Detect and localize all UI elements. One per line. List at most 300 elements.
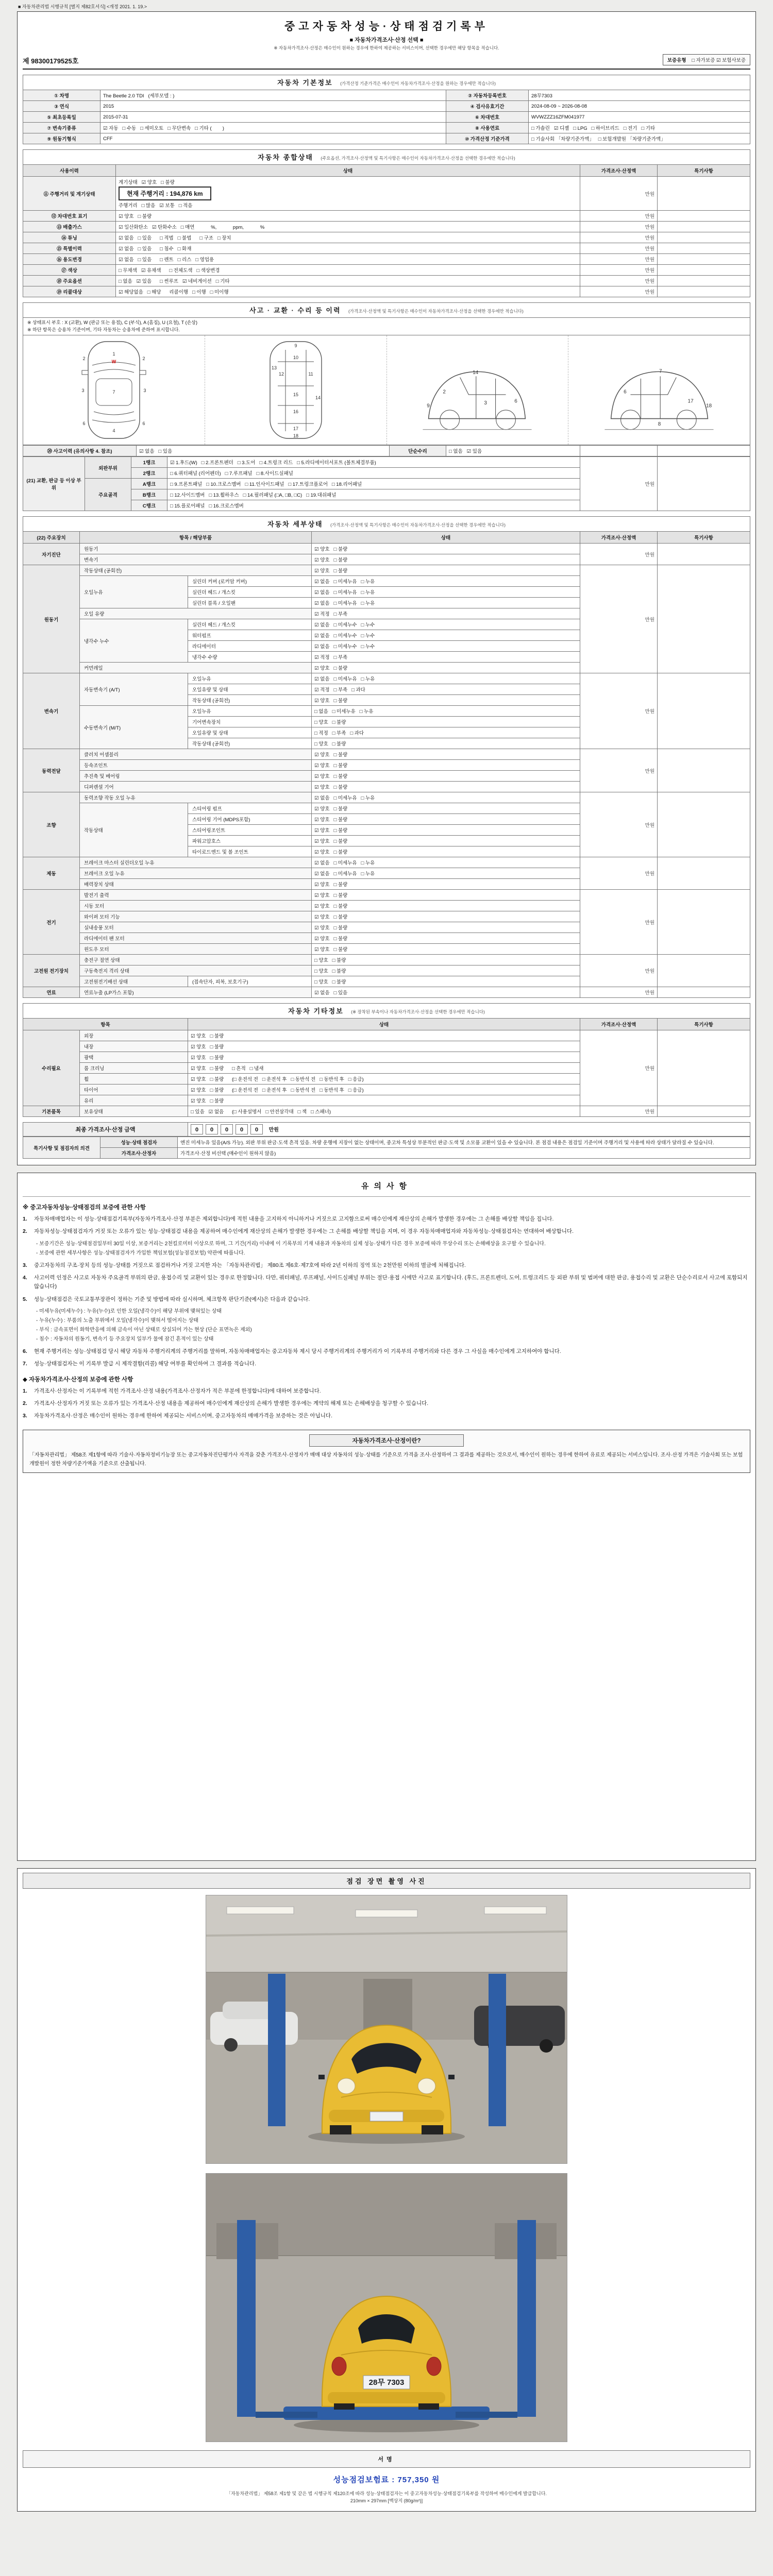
section-basic-title: 자동차 기본정보 [277, 79, 333, 87]
device-state: ☑ 없음 □ 미세누수 □ 누수 [312, 641, 580, 652]
usage-item-state [116, 222, 580, 232]
device-state: ☑ 양호 □ 불량 [312, 544, 580, 554]
svg-text:9: 9 [427, 403, 430, 409]
notice-item-text: 자동차매매업자는 이 성능·상태점검기록부(자동차가격조사·산정 부분은 제외합니다)에 적힌 내용을 고지하지 아니하거나 거짓으로 고지함으로써 매수인에게 재산상의 손해가 발생한 경우에는 그 손해를 배상할 책임을 집니다. [34, 1216, 554, 1222]
note-cell [658, 457, 750, 511]
svg-text:13: 13 [271, 365, 277, 370]
notice-sub-item: - 침수 : 자동차의 원동기, 변속기 등 주요장치 일부가 물에 잠긴 흔적이 있는 상태 [36, 1336, 214, 1342]
notice-item-number: 2. [23, 1228, 27, 1235]
price-cell: 만원 [580, 457, 658, 511]
device-state: ☑ 양호 □ 불량 [312, 803, 580, 814]
etc-info-row [23, 1106, 750, 1117]
overall-status-row [23, 243, 750, 254]
note-cell [658, 265, 750, 276]
device-item-label: 작동상태 (공회전) [80, 565, 312, 576]
rank-label: A랭크 [131, 479, 167, 489]
device-item-label: 작동상태 [80, 803, 188, 857]
svg-text:14: 14 [315, 395, 321, 400]
svg-text:3: 3 [484, 400, 488, 406]
device-group-label: 변속기 [23, 673, 80, 749]
device-subitem-label: 오일유량 및 상태 [188, 727, 312, 738]
price-digit-box: 0 [191, 1124, 203, 1134]
car-rear-side-panel [568, 335, 750, 445]
svg-text:7: 7 [112, 389, 115, 395]
state-line: ☑ 일산화탄소 ☑ 탄화수소 □ 매연 %, ppm, % [119, 225, 265, 230]
svg-text:9: 9 [294, 343, 297, 348]
device-state: ☑ 적정 □ 부족 [312, 608, 580, 619]
footer-line1: 「자동차관리법」 제58조 제1항 및 같은 법 시행규칙 제120조에 따라 성능·상태점검자는 이 중고자동차성능·상태점검기록부를 작성하여 매수인에게 발급합니다. [226, 2491, 547, 2496]
field-value: The Beetle 2.0 TDI (세부모델 : ) [100, 90, 446, 101]
section-etc-title: 자동차 기타정보 [288, 1007, 344, 1015]
device-item-label: 브레이크 마스터 실린더오일 누유 [80, 857, 312, 868]
notice-item-text: 중고자동차의 구조·장치 등의 성능·상태를 거짓으로 점검하거나 거짓 고지한 자는 「자동차관리법」 제80조 제6호·제7호에 따라 2년 이하의 징역 또는 2천만원 이하의 벌금에 처해집니다. [34, 1262, 466, 1268]
device-state: ☑ 양호 □ 불량 [312, 890, 580, 901]
state-line: 계기상태 ☑ 양호 □ 불량 [119, 180, 175, 185]
field-label: ⑩ 가격산정 기준가격 [446, 133, 529, 144]
device-state: ☑ 없음 □ 미세누유 □ 누유 [312, 576, 580, 587]
device-item-label: 브레이크 오일 누유 [80, 868, 312, 879]
device-subitem-label: 작동상태 (공회전) [188, 695, 312, 706]
info-box-title: 자동차가격조사·산정이란? [309, 1434, 464, 1447]
price-cell: 만원 [580, 955, 658, 987]
device-subitem-label: 스티어링 펌프 [188, 803, 312, 814]
price-cell: 만원 [580, 177, 658, 211]
state-line: □ 없음 ☑ 있음 □ 썬루프 ☑ 네비게이션 □ 기타 [119, 279, 230, 284]
field-label: ⑤ 최초등록일 [23, 112, 100, 123]
col-remarks: 특기사항 [658, 165, 750, 177]
etc-item-state: □ 있음 ☑ 없음 (□ 사용설명서 □ 안전삼각대 □ 잭 □ 스패너) [188, 1106, 580, 1117]
detail-status-row [23, 749, 750, 760]
svg-text:6: 6 [624, 389, 627, 395]
etc-group-label: 기본품목 [23, 1106, 80, 1117]
price-survey-info-box [23, 1430, 750, 1473]
device-subitem-label: 냉각수 수량 [188, 652, 312, 663]
device-state: ☑ 양호 □ 불량 [312, 771, 580, 782]
col-etc-remarks: 특기사항 [658, 1019, 750, 1030]
accident-history-table [23, 445, 750, 456]
svg-text:3: 3 [81, 388, 85, 393]
note-cell [658, 544, 750, 565]
section-etc-note: (※ 장착된 부속이나 자동차가격조사·산정을 선택한 경우에만 적습니다) [351, 1009, 485, 1014]
etc-item-state: ☑ 양호 □ 불량 [188, 1041, 580, 1052]
state-line: 주행거리 □ 많음 ☑ 보통 □ 적음 [119, 203, 193, 209]
footer-notes [23, 2490, 750, 2505]
price-cell: 만원 [580, 286, 658, 297]
svg-text:1: 1 [112, 351, 115, 357]
col-etc-state: 상태 [188, 1019, 580, 1030]
inspection-premium: 성능점검보험료 : 757,350 원 [333, 2476, 440, 2484]
device-state: ☑ 없음 □ 미세누유 □ 누유 [312, 598, 580, 608]
part-items: □ 6.쿼터패널 (리어펜더) □ 7.루프패널 □ 8.사이드실패널 [167, 468, 580, 479]
photo-section-title: 점검 장면 촬영 사진 [23, 1873, 750, 1889]
usage-item-state [116, 177, 580, 211]
opinion-text: 엔진 미세누유 있음(A/S 가능). 외판 부위 판금·도색 흔적 있음. 차량 운행에 지장이 없는 상태이며, 중고차 특성상 부분적인 판금·도색 및 소모품 교환이 있을 수 있습니다. 본 점검 내용은 점검일 기준이며 주행거리 및 사용에 따라 상태가 달라질 수 있습니다. [178, 1137, 750, 1148]
price-cell: 만원 [580, 243, 658, 254]
price-cell: 만원 [580, 565, 658, 673]
basic-info-table [23, 90, 750, 144]
field-value: ☑ 자동 □ 수동 □ 세미오토 □ 무단변속 □ 기타 ( ) [100, 123, 446, 133]
device-subitem-label: 실린더 커버 (로커암 커버) [188, 576, 312, 587]
etc-item-state: ☑ 양호 □ 불량 □ 흔적 □ 냄새 [188, 1063, 580, 1074]
notice-item [23, 1412, 750, 1420]
device-item-label: 수동변속기 (M/T) [80, 706, 188, 749]
svg-text:12: 12 [278, 371, 284, 377]
car-underbody-diagram [252, 338, 340, 442]
device-item-label: 디퍼렌셜 기어 [80, 782, 312, 792]
usage-item-state [116, 276, 580, 286]
section-basic-note: (가격산정 기준가격은 매수인이 자동차가격조사·산정을 원하는 경우에만 적습니다) [340, 81, 496, 86]
notice-item [23, 1347, 750, 1356]
etc-item-label: 광택 [80, 1052, 188, 1063]
final-price-table [23, 1122, 750, 1137]
device-state: ☑ 양호 □ 불량 [312, 695, 580, 706]
device-state: ☑ 없음 □ 미세누유 □ 누유 [312, 868, 580, 879]
device-subitem-label: 스티어링 기어 (MDPS포함) [188, 814, 312, 825]
device-item-label: 변속기 [80, 554, 312, 565]
state-line: ☑ 없음 □ 있음 □ 렌트 □ 리스 □ 영업용 [119, 257, 214, 263]
etc-group-label: 수리필요 [23, 1030, 80, 1106]
notice-sub-item: - 보증에 관한 세부사항은 성능·상태점검자가 가입한 책임보험(성능점검보험) 약관에 따릅니다. [36, 1250, 245, 1256]
device-item-label: 추진축 및 베어링 [80, 771, 312, 782]
usage-item-state [116, 232, 580, 243]
note-cell [658, 955, 750, 987]
col-item-part: 항목 / 해당부품 [80, 532, 312, 544]
note-cell [658, 673, 750, 749]
etc-info-table [23, 1018, 750, 1117]
note-cell [658, 232, 750, 243]
device-item-label: 등속조인트 [80, 760, 312, 771]
device-subitem-label: 실린더 헤드 / 개스킷 [188, 587, 312, 598]
device-state: □ 양호 □ 불량 [312, 717, 580, 727]
notice-item-text: 사고이력 인정은 사고로 자동차 주요골격 부위의 판금, 용접수리 및 교환이 있는 경우로 한정합니다. 다만, 쿼터패널, 루프패널, 사이드실패널 부위는 절단·용접 시에만 사고로 표기합니다. (후드, 프론트펜더, 도어, 트렁크리드 등 외판 부위 및 범퍼에 대한 판금, 용접수리 및 교환은 단순수리로서 사고에 포함되지 않습니다) [34, 1274, 748, 1290]
device-state: ☑ 양호 □ 불량 [312, 933, 580, 944]
usage-item-state [116, 286, 580, 297]
device-state: ☑ 없음 □ 미세누유 □ 누유 [312, 792, 580, 803]
field-label: ⑨ 원동기형식 [23, 133, 100, 144]
signature-row: 서명 [23, 2450, 750, 2468]
notice-item [23, 1360, 750, 1368]
device-state: ☑ 없음 □ 미세누유 □ 누유 [312, 857, 580, 868]
main-sheet [17, 11, 756, 1165]
device-subitem-label: 타이로드엔드 및 볼 조인트 [188, 846, 312, 857]
etc-item-state: ☑ 양호 □ 불량 (□ 운전석 전 □ 운전석 후 □ 동반석 전 □ 동반석 후 □ 응급) [188, 1084, 580, 1095]
document-number: 제 98300179525호 [23, 57, 79, 65]
final-price-value [188, 1123, 750, 1137]
accident-legend [23, 317, 750, 335]
device-group-label: 제동 [23, 857, 80, 890]
notice-item [23, 1261, 750, 1270]
rank-label: 1랭크 [131, 457, 167, 468]
opinion-text: 가격조사·산정 비선택 (매수인이 원하지 않음) [178, 1148, 750, 1159]
svg-text:4: 4 [112, 428, 115, 433]
device-subitem-label: 실린더 헤드 / 개스킷 [188, 619, 312, 630]
law-note: ■ 자동차관리법 시행규칙 [별지 제82호서식] <개정 2021. 1. 19.> [18, 4, 147, 9]
car-underbody-panel [205, 335, 387, 445]
price-cell: 만원 [580, 792, 658, 857]
price-digit-box: 0 [250, 1124, 263, 1134]
device-state: ☑ 양호 □ 불량 [312, 814, 580, 825]
warranty-type-options: □ 자가보증 ☑ 보험사보증 [692, 58, 746, 63]
price-cell: 만원 [580, 222, 658, 232]
section-basic-header [23, 75, 750, 90]
svg-text:16: 16 [293, 409, 298, 414]
device-subitem-label: 기어변속장치 [188, 717, 312, 727]
device-state: ☑ 없음 □ 미세누수 □ 누수 [312, 619, 580, 630]
usage-item-label: ⑫ 차대번호 표기 [23, 211, 116, 222]
opinion-section-label: 특기사항 및 점검자의 의견 [23, 1137, 100, 1159]
device-state: ☑ 양호 □ 불량 [312, 782, 580, 792]
device-group-label: 동력전달 [23, 749, 80, 792]
price-cell: 만원 [580, 265, 658, 276]
svg-text:7: 7 [659, 368, 662, 375]
rank-label: 2랭크 [131, 468, 167, 479]
device-state: ☑ 양호 □ 불량 [312, 760, 580, 771]
price-digit-box: 0 [206, 1124, 218, 1134]
overall-status-table [23, 164, 750, 297]
note-cell [658, 286, 750, 297]
section-etc-header [23, 1003, 750, 1018]
etc-info-row [23, 1030, 750, 1041]
simple-repair-label: 단순수리 [390, 446, 446, 456]
svg-text:6: 6 [142, 421, 145, 426]
svg-text:6: 6 [82, 421, 86, 426]
notice-sub-item: - 보증기간은 성능·상태점검일부터 30일 이상, 보증거리는 2천킬로미터 이상으로 하며, 그 기간(거리) 이내에 이 기록부의 기재 내용과 자동차의 실제 성능·상태가 다른 경우 보증에 따라 무상수리 또는 손해배상을 요구할 수 있습니다. [36, 1241, 546, 1247]
etc-item-label: 외장 [80, 1030, 188, 1041]
usage-item-label: ⑭ 튜닝 [23, 232, 116, 243]
note-cell [658, 1030, 750, 1106]
field-value: 2015 [100, 101, 446, 112]
field-value: CFF [100, 133, 446, 144]
device-subitem-label: 실린더 블록 / 오일팬 [188, 598, 312, 608]
rank-label: B랭크 [131, 489, 167, 500]
col-etc-item: 항목 [23, 1019, 188, 1030]
device-state: ☑ 적정 □ 부족 [312, 652, 580, 663]
notice-section-heading: ◆ 자동차가격조사·산정의 보증에 관한 사항 [23, 1376, 133, 1383]
usage-item-label: ⑮ 특별이력 [23, 243, 116, 254]
col-usage-history: 사용이력 [23, 165, 116, 177]
notice-item [23, 1387, 750, 1396]
state-line: ☑ 없음 □ 있음 □ 적법 □ 불법 □ 구조 □ 장치 [119, 235, 231, 241]
price-digit-box: 0 [221, 1124, 233, 1134]
overall-status-row [23, 286, 750, 297]
overall-status-row [23, 254, 750, 265]
detail-status-row [23, 955, 750, 965]
note-cell [658, 749, 750, 792]
device-state: ☑ 없음 □ 있음 [312, 987, 580, 998]
part-items: □ 15.플로어패널 □ 16.크로스멤버 [167, 500, 580, 511]
basic-info-row [23, 112, 750, 123]
detail-status-row [23, 673, 750, 684]
inspection-photo-rear [206, 2174, 567, 2442]
note-cell [658, 987, 750, 998]
notice-title: 유의사항 [23, 1177, 750, 1197]
device-state: □ 양호 □ 불량 [312, 965, 580, 976]
section-detail-header [23, 516, 750, 531]
part-group-label: 주요골격 [85, 479, 131, 511]
device-state: ☑ 양호 □ 불량 [312, 911, 580, 922]
device-state: ☑ 양호 □ 불량 [312, 749, 580, 760]
note-cell [658, 177, 750, 211]
device-group-label: 자기진단 [23, 544, 80, 565]
notice-item [23, 1274, 750, 1292]
overall-status-row [23, 232, 750, 243]
warranty-type-box [663, 54, 750, 65]
usage-item-label: ⑲ 리콜대상 [23, 286, 116, 297]
note-cell [658, 211, 750, 222]
opinion-row [23, 1137, 750, 1148]
device-item-label: 발전기 출력 [80, 890, 312, 901]
notice-item-number: 1. [23, 1387, 27, 1394]
device-state: ☑ 양호 □ 불량 [312, 554, 580, 565]
device-item-label: 냉각수 누수 [80, 619, 188, 663]
svg-text:2: 2 [82, 356, 86, 361]
overall-status-row [23, 222, 750, 232]
device-group-label: 조향 [23, 792, 80, 857]
accident-legend-line2: ※ 하단 항목은 승용차 기준이며, 기타 자동차는 승용차에 준하여 표시합니다. [27, 327, 180, 332]
usage-item-label: ⑪ 주행거리 및 계기상태 [23, 177, 116, 211]
notice-item-number: 2. [23, 1400, 27, 1406]
device-group-label: 전기 [23, 890, 80, 955]
car-diagrams [23, 335, 750, 445]
svg-text:8: 8 [658, 421, 661, 427]
device-state: ☑ 양호 □ 불량 [312, 901, 580, 911]
field-value: □ 가솔린 ☑ 디젤 □ LPG □ 하이브리드 □ 전기 □ 기타 [529, 123, 750, 133]
svg-text:15: 15 [293, 392, 298, 397]
device-state: □ 양호 □ 불량 [312, 955, 580, 965]
notice-item-number: 7. [23, 1361, 27, 1367]
device-item-label: 라디에이터 팬 모터 [80, 933, 312, 944]
car-top-view-panel [23, 335, 205, 445]
section-accident-title: 사고 · 교환 · 수리 등 이력 [249, 307, 341, 314]
device-state: ☑ 양호 □ 불량 [312, 944, 580, 955]
note-cell [658, 446, 750, 456]
device-state: ☑ 없음 □ 미세누수 □ 누수 [312, 630, 580, 641]
part-items: □ 9.프론트패널 □ 10.크로스멤버 □ 11.인사이드패널 □ 17.트렁크플로어 □ 18.리어패널 [167, 479, 580, 489]
photo-frame-rear [206, 2173, 567, 2442]
device-item-label: 시동 모터 [80, 901, 312, 911]
section-overall-note: (주요옵션, 가격조사·산정액 및 특기사항은 매수인이 자동차가격조사·산정을 선택한 경우에만 적습니다) [321, 156, 515, 161]
col-major-device: (22) 주요장치 [23, 532, 80, 544]
note-cell [658, 857, 750, 890]
section-gap [17, 1165, 756, 1173]
price-cell: 만원 [580, 544, 658, 565]
device-item-label: 클러치 어셈블리 [80, 749, 312, 760]
price-cell: 만원 [580, 1106, 658, 1117]
device-subitem-label: 오일누유 [188, 673, 312, 684]
info-box-text: 「자동차관리법」 제58조 제1항에 따라 기술사·자동차정비기능장 또는 중고자동차진단평가사 자격을 갖춘 가격조사·산정자가 매매 대상 자동차의 성능·상태를 기준으로 가격을 조사·산정하여 그 결과를 제공하는 것으로서, 매수인이 원하는 경우에 한하여 유료로 제공되는 서비스입니다. 조사·산정 가격은 기술사회 또는 보험개발원이 정한 차량기준가액을 기준으로 산출됩니다. [29, 1452, 743, 1467]
price-survey-select-note: ※ 자동차가격조사·산정은 매수인이 원하는 경우에 한하여 제공하는 서비스이며, 선택한 경우에만 해당 항목을 적습니다. [274, 45, 499, 50]
usage-item-label: ⑬ 배출가스 [23, 222, 116, 232]
opinion-author-label: 성능·상태 점검자 [100, 1137, 178, 1148]
field-value: 2015-07-31 [100, 112, 446, 123]
field-label: ⑧ 사용연료 [446, 123, 529, 133]
etc-item-state: ☑ 양호 □ 불량 [188, 1095, 580, 1106]
notice-content [23, 1203, 750, 1420]
etc-item-state: ☑ 양호 □ 불량 [188, 1030, 580, 1041]
device-item-label: 오일 유량 [80, 608, 312, 619]
device-item-label: 와이퍼 모터 기능 [80, 911, 312, 922]
photo-list [23, 1895, 750, 2442]
footer-line2: 210mm × 297mm [백상지 (80g/m²)] [350, 2498, 423, 2504]
usage-item-label: ⑯ 용도변경 [23, 254, 116, 265]
device-state: ☑ 양호 □ 불량 [312, 879, 580, 890]
device-state: ☑ 없음 □ 미세누유 □ 누유 [312, 587, 580, 598]
device-item-label: 윈도우 모터 [80, 944, 312, 955]
exchange-repair-row [23, 457, 750, 468]
etc-item-label: 휠 [80, 1074, 188, 1084]
device-item-label: 구동축전지 격리 상태 [80, 965, 312, 976]
device-group-label: 고전원 전기장치 [23, 955, 80, 987]
svg-text:3: 3 [143, 388, 146, 393]
field-value: □ 기술사회 「차량기준가액」 □ 보험개발원 「차량기준가액」 [529, 133, 750, 144]
usage-item-state [116, 243, 580, 254]
usage-item-state [116, 254, 580, 265]
notice-item-text: 성능·상태점검자는 이 기록부 발급 시 제작결함(리콜) 해당 여부를 확인하여 그 결과를 적습니다. [34, 1361, 256, 1367]
notice-item [23, 1215, 750, 1224]
device-subitem-label: 라디에이터 [188, 641, 312, 652]
note-cell [658, 243, 750, 254]
part-items: ☑ 1.후드(W) □ 2.프론트펜더 □ 3.도어 □ 4.트렁크 리드 □ 5.라디에이터서포트 (볼트체결부품) [167, 457, 580, 468]
svg-text:18: 18 [706, 403, 712, 409]
device-item-label: 원동기 [80, 544, 312, 554]
note-cell [658, 890, 750, 955]
notice-item-number: 4. [23, 1274, 27, 1281]
device-state: □ 양호 □ 불량 [312, 738, 580, 749]
price-survey-select-label: ■ 자동차가격조사·산정 선택 ■ [349, 37, 424, 43]
notice-item-number: 3. [23, 1413, 27, 1419]
accident-legend-line1: ※ 상태표시 부호 : X (교환), W (판금 또는 용접), C (부식), A (흠집), U (요철), T (손상) [27, 320, 197, 325]
usage-item-label: ⑰ 색상 [23, 265, 116, 276]
section-overall-header [23, 149, 750, 164]
document-page [17, 0, 756, 2512]
car-front-side-diagram [418, 338, 536, 442]
price-cell: 만원 [580, 276, 658, 286]
col-state: 상태 [116, 165, 580, 177]
part-items: □ 12.사이드멤버 □ 13.휠하우스 □ 14.필러패널 (□A, □B, □C) □ 19.대쉬패널 [167, 489, 580, 500]
device-group-label: 연료 [23, 987, 80, 998]
note-cell [658, 792, 750, 857]
exchange-repair-table [23, 456, 750, 511]
notice-item-text: 가격조사·산정자가 거짓 또는 오류가 있는 가격조사·산정 내용을 제공하여 매수인에게 재산상의 손해가 발생한 경우에는 계약의 해제 또는 손해배상을 청구할 수 있습니다. [34, 1400, 429, 1406]
field-label: ③ 연식 [23, 101, 100, 112]
notice-sub-item: - 미세누유(미세누수) : 누유(누수)로 인한 오일(냉각수)이 해당 부위에 맺혀있는 상태 [36, 1308, 222, 1314]
state-line: ☑ 양호 □ 불량 [119, 214, 152, 219]
svg-text:2: 2 [443, 389, 446, 395]
inspection-photo-front [206, 1895, 567, 2163]
usage-item-state [116, 211, 580, 222]
section-overall-title: 자동차 종합상태 [258, 154, 313, 161]
car-rear-side-diagram [600, 338, 718, 442]
overall-status-row [23, 265, 750, 276]
svg-text:10: 10 [293, 355, 298, 360]
car-top-view-diagram [70, 338, 158, 442]
notice-item-text: 가격조사·산정자는 이 기록부에 적힌 가격조사·산정 내용(가격조사·산정자가 적은 부분에 한정합니다)에 대하여 보증합니다. [34, 1387, 321, 1394]
notice-item-text: 현재 주행거리는 성능·상태점검 당시 해당 자동차 주행거리계의 주행거리를 말하며, 자동차매매업자는 중고자동차 제시 당시 주행거리계의 주행거리가 이 기록부의 주행거리와 다른 경우 그 사실을 매수인에게 고지하여야 합니다. [34, 1348, 561, 1354]
price-cell: 만원 [580, 232, 658, 243]
overall-status-row [23, 211, 750, 222]
simple-repair-state: □ 없음 ☑ 있음 [446, 446, 580, 456]
svg-text:17: 17 [293, 426, 298, 431]
device-subitem-label: 스티어링조인트 [188, 825, 312, 836]
opinion-row [23, 1148, 750, 1159]
detail-status-row [23, 987, 750, 998]
notice-item [23, 1227, 750, 1236]
field-value: 2024-08-09 ~ 2026-08-08 [529, 101, 750, 112]
photo-frame-front [206, 1895, 567, 2164]
field-value: WVWZZZ16ZFM041977 [529, 112, 750, 123]
device-state: ☑ 양호 □ 불량 [312, 663, 580, 673]
note-cell [658, 565, 750, 673]
